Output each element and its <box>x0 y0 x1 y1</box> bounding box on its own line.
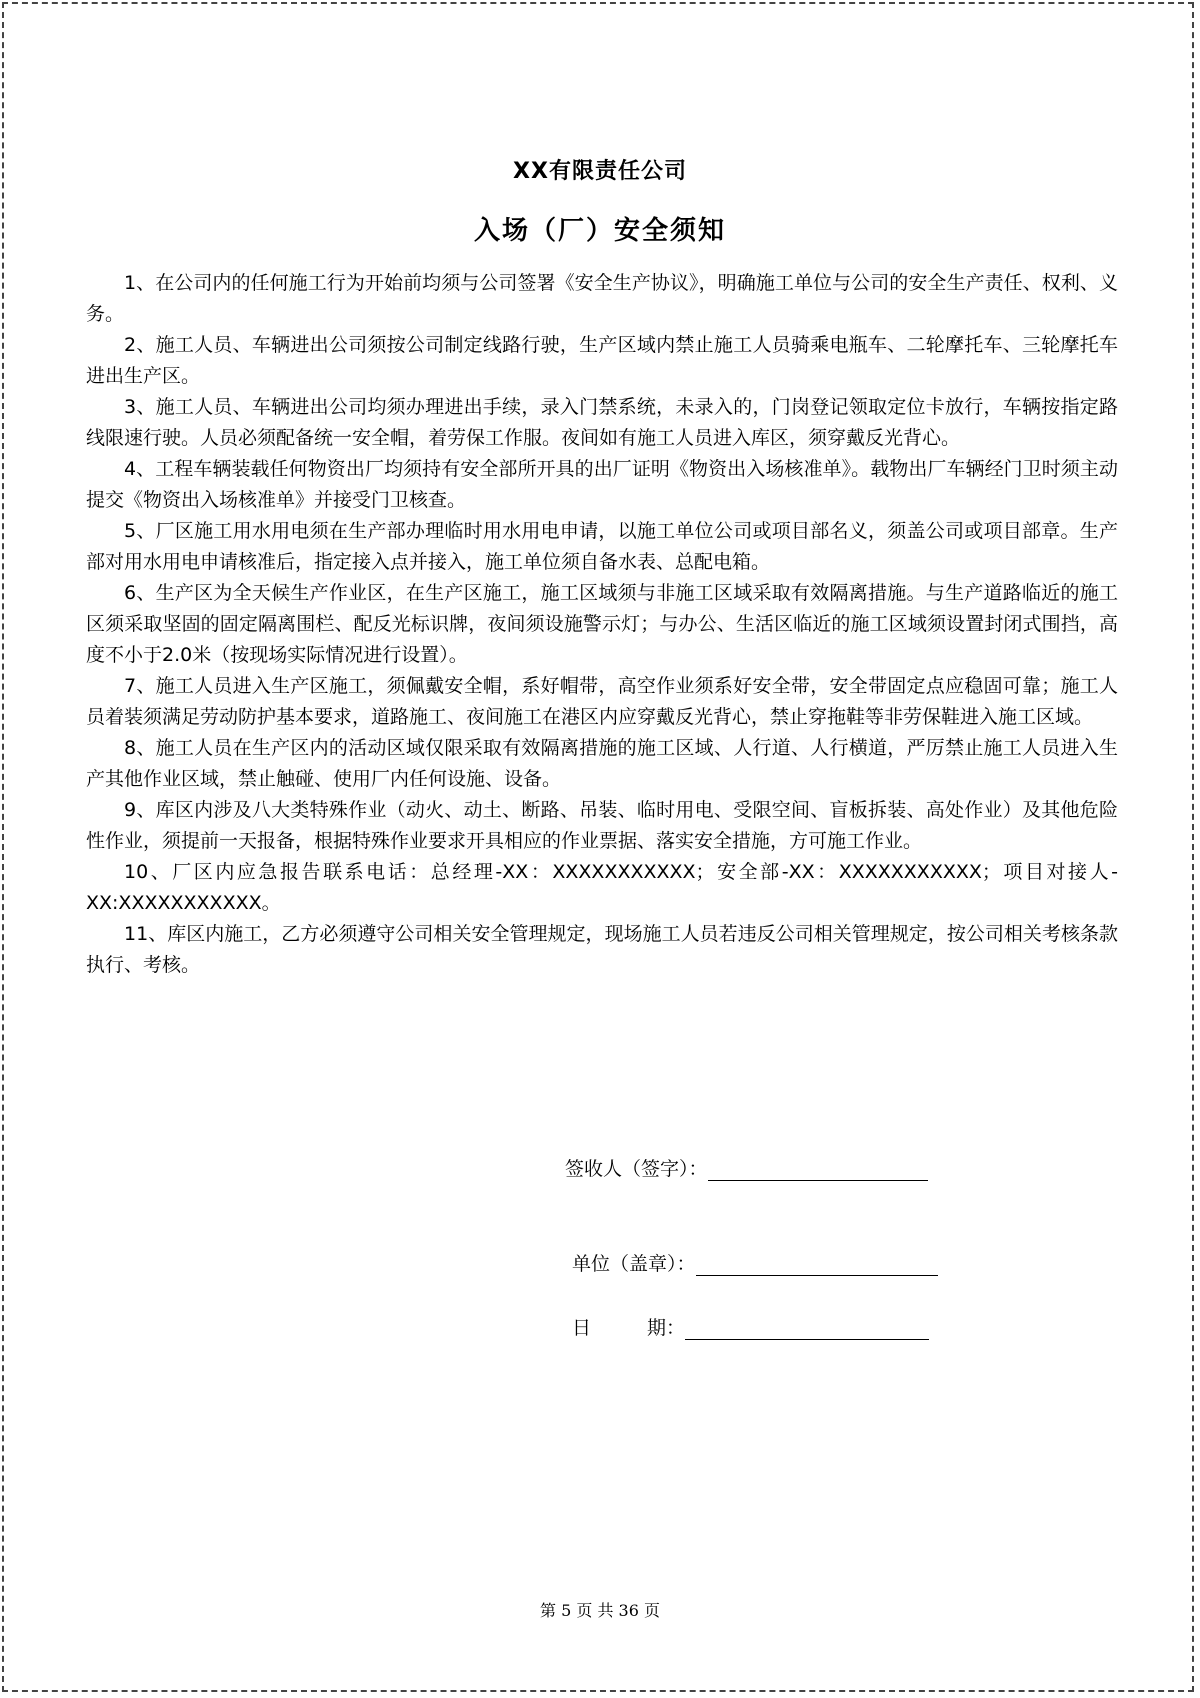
paragraph-7: 7、施工人员进入生产区施工，须佩戴安全帽，系好帽带，高空作业须系好安全带，安全带固定点应稳固可靠；施工人员着装须满足劳动防护基本要求，道路施工、夜间施工在港区内应穿戴反光背心，禁止穿拖鞋等非劳保鞋进入施工区域。 <box>86 675 1118 728</box>
unit-seal-row <box>572 1249 938 1276</box>
company-name: XX有限责任公司 <box>513 159 687 184</box>
paragraph-2: 2、施工人员、车辆进出公司须按公司制定线路行驶，生产区域内禁止施工人员骑乘电瓶车、二轮摩托车、三轮摩托车进出生产区。 <box>86 334 1118 387</box>
paragraph-9: 9、库区内涉及八大类特殊作业（动火、动土、断路、吊装、临时用电、受限空间、盲板拆装、高处作业）及其他危险性作业，须提前一天报备，根据特殊作业要求开具相应的作业票据、落实安全措施，方可施工作业。 <box>86 799 1118 852</box>
recipient-signature-row <box>565 1154 928 1181</box>
page-number: 第 5 页 共 36 页 <box>540 1601 660 1620</box>
recipient-signature-line[interactable] <box>708 1158 928 1181</box>
document-title: 入场（厂）安全须知 <box>473 216 726 246</box>
paragraph-1: 1、在公司内的任何施工行为开始前均须与公司签署《安全生产协议》，明确施工单位与公司的安全生产责任、权利、义务。 <box>86 272 1118 325</box>
unit-label: 单位（盖章）： <box>572 1253 696 1275</box>
paragraph-10: 10、厂区内应急报告联系电话：总经理-XX：XXXXXXXXXXX；安全部-XX：XXXXXXXXXXX；项目对接人-XX:XXXXXXXXXXX。 <box>86 861 1118 914</box>
date-label-second: 期： <box>647 1317 686 1339</box>
paragraph-4: 4、工程车辆装载任何物资出厂均须持有安全部所开具的出厂证明《物资出入场核准单》。载物出厂车辆经门卫时须主动提交《物资出入场核准单》并接受门卫核查。 <box>86 458 1118 511</box>
date-line[interactable] <box>685 1317 929 1340</box>
paragraph-6: 6、生产区为全天候生产作业区，在生产区施工，施工区域须与非施工区域采取有效隔离措施。与生产道路临近的施工区须采取坚固的固定隔离围栏、配反光标识牌，夜间须设施警示灯；与办公、生活区临近的施工区域须设置封闭式围挡，高度不小于2.0米（按现场实际情况进行设置）。 <box>86 582 1118 666</box>
date-row <box>572 1313 929 1340</box>
unit-seal-line[interactable] <box>696 1253 938 1276</box>
notice-body <box>86 268 1118 981</box>
paragraph-3: 3、施工人员、车辆进出公司均须办理进出手续，录入门禁系统，未录入的，门岗登记领取定位卡放行，车辆按指定路线限速行驶。人员必须配备统一安全帽，着劳保工作服。夜间如有施工人员进入库区，须穿戴反光背心。 <box>86 396 1118 449</box>
paragraph-5: 5、厂区施工用水用电须在生产部办理临时用水用电申请，以施工单位公司或项目部名义，须盖公司或项目部章。生产部对用水用电申请核准后，指定接入点并接入，施工单位须自备水表、总配电箱。 <box>86 520 1118 573</box>
date-label-first: 日 <box>572 1317 592 1339</box>
recipient-label: 签收人（签字）： <box>565 1158 708 1180</box>
paragraph-11: 11、库区内施工，乙方必须遵守公司相关安全管理规定，现场施工人员若违反公司相关管理规定，按公司相关考核条款执行、考核。 <box>86 923 1118 976</box>
paragraph-8: 8、施工人员在生产区内的活动区域仅限采取有效隔离措施的施工区域、人行道、人行横道，严厉禁止施工人员进入生产其他作业区域，禁止触碰、使用厂内任何设施、设备。 <box>86 737 1118 790</box>
